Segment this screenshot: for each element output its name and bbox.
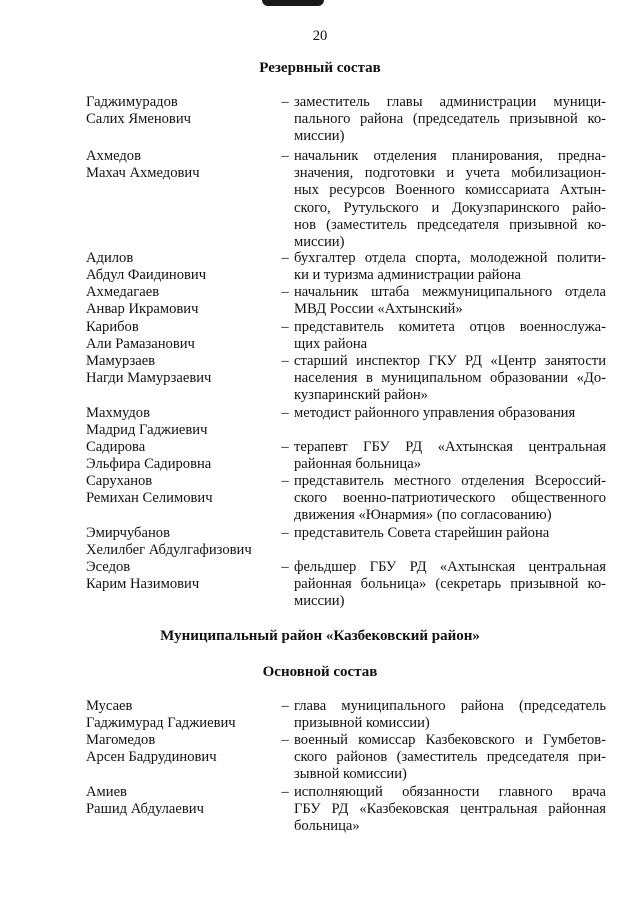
- role-line: зывной комиссии): [294, 766, 407, 783]
- surname: Амиев: [86, 784, 127, 800]
- role-line: МВД России «Ахтынский»: [294, 301, 463, 318]
- page-number: 20: [312, 28, 328, 44]
- role-line: исполняющий обязанности главного врача: [294, 784, 606, 800]
- dash-separator: –: [281, 94, 289, 110]
- dash-separator: –: [281, 353, 289, 369]
- member-name: [86, 319, 276, 353]
- given-name-patronymic: Гаджимурад Гаджиевич: [86, 715, 236, 732]
- surname: Карибов: [86, 319, 139, 335]
- role-line: значения, подготовки и учета мобилизацион-: [294, 165, 606, 182]
- member-role: [294, 148, 606, 251]
- role-line: нов (заместитель председателя призывной ко-: [294, 216, 606, 233]
- role-line: движения «Юнармия» (по согласованию): [294, 507, 552, 524]
- reserve-section-heading: Резервный состав: [259, 60, 381, 76]
- role-line: фельдшер ГБУ РД «Ахтынская центральная: [294, 559, 606, 575]
- member-role: [294, 284, 606, 318]
- member-role: [294, 250, 606, 284]
- dash-separator: –: [281, 784, 289, 800]
- role-line: пального района (председатель призывной ко-: [294, 111, 606, 128]
- role-line: глава муниципального района (председатель: [294, 698, 606, 714]
- member-role: [294, 473, 606, 525]
- role-line: старший инспектор ГКУ РД «Центр занятости: [294, 353, 606, 369]
- surname: Садирова: [86, 439, 146, 455]
- member-role: [294, 405, 606, 422]
- role-line: населения в муниципальном образовании «До-: [294, 370, 606, 387]
- role-line: терапевт ГБУ РД «Ахтынская центральная: [294, 439, 606, 455]
- member-role: [294, 439, 606, 473]
- given-name-patronymic: Арсен Бадрудинович: [86, 749, 217, 766]
- surname: Магомедов: [86, 732, 156, 748]
- role-line: ского районов (заместитель председателя при-: [294, 749, 606, 766]
- member-name: [86, 559, 276, 593]
- member-name: [86, 439, 276, 473]
- member-role: [294, 319, 606, 353]
- member-role: [294, 732, 606, 784]
- member-name: [86, 284, 276, 318]
- member-role: [294, 698, 606, 732]
- district-heading: Муниципальный район «Казбековский район»: [160, 628, 480, 644]
- dash-separator: –: [281, 319, 289, 335]
- role-line: представитель Совета старейшин района: [294, 525, 550, 541]
- role-line: начальник штаба межмуниципального отдела: [294, 284, 606, 300]
- dash-separator: –: [281, 250, 289, 266]
- given-name-patronymic: Нагди Мамурзаевич: [86, 370, 212, 387]
- given-name-patronymic: Хелилбег Абдулгафизович: [86, 542, 252, 559]
- given-name-patronymic: Махач Ахмедович: [86, 165, 200, 182]
- role-line: районная больница» (секретарь призывной ко-: [294, 576, 606, 593]
- role-line: миссии): [294, 234, 345, 251]
- dash-separator: –: [281, 473, 289, 489]
- member-name: [86, 353, 276, 387]
- member-name: [86, 405, 276, 439]
- role-line: ных ресурсов Военного комиссариата Ахтын-: [294, 182, 606, 199]
- role-line: представитель местного отделения Всероссий-: [294, 473, 606, 489]
- given-name-patronymic: Эльфира Садировна: [86, 456, 212, 473]
- member-name: [86, 94, 276, 128]
- member-role: [294, 525, 606, 542]
- role-line: кузпаринский район»: [294, 387, 428, 404]
- member-name: [86, 784, 276, 818]
- dash-separator: –: [281, 525, 289, 541]
- member-role: [294, 784, 606, 836]
- dash-separator: –: [281, 732, 289, 748]
- member-name: [86, 250, 276, 284]
- member-name: [86, 525, 276, 559]
- given-name-patronymic: Карим Назимович: [86, 576, 200, 593]
- role-line: военный комиссар Казбековского и Гумбетов-: [294, 732, 606, 748]
- surname: Саруханов: [86, 473, 153, 489]
- given-name-patronymic: Рашид Абдулаевич: [86, 801, 204, 818]
- given-name-patronymic: Абдул Фаидинович: [86, 267, 207, 284]
- dash-separator: –: [281, 439, 289, 455]
- main-section-heading: Основной состав: [262, 664, 378, 680]
- role-line: заместитель главы администрации муници-: [294, 94, 606, 110]
- dash-separator: –: [281, 405, 289, 421]
- member-role: [294, 94, 606, 146]
- surname: Ахмедагаев: [86, 284, 160, 300]
- surname: Мусаев: [86, 698, 133, 714]
- member-name: [86, 473, 276, 507]
- member-name: [86, 732, 276, 766]
- given-name-patronymic: Ремихан Селимович: [86, 490, 213, 507]
- given-name-patronymic: Мадрид Гаджиевич: [86, 422, 208, 439]
- dash-separator: –: [281, 698, 289, 714]
- role-line: представитель комитета отцов военнослужа-: [294, 319, 606, 335]
- surname: Эмирчубанов: [86, 525, 170, 541]
- surname: Адилов: [86, 250, 134, 266]
- scan-artifact: [262, 0, 324, 6]
- role-line: миссии): [294, 128, 345, 145]
- surname: Махмудов: [86, 405, 150, 421]
- role-line: призывной комиссии): [294, 715, 430, 732]
- surname: Гаджимурадов: [86, 94, 178, 110]
- role-line: ки и туризма администрации района: [294, 267, 522, 284]
- member-name: [86, 148, 276, 182]
- member-role: [294, 559, 606, 611]
- given-name-patronymic: Анвар Икрамович: [86, 301, 199, 318]
- role-line: районная больница»: [294, 456, 422, 473]
- role-line: больница»: [294, 818, 360, 835]
- surname: Мамурзаев: [86, 353, 156, 369]
- given-name-patronymic: Салих Яменович: [86, 111, 191, 128]
- role-line: методист районного управления образования: [294, 405, 576, 421]
- role-line: ГБУ РД «Казбековская центральная районная: [294, 801, 606, 818]
- role-line: щих района: [294, 336, 368, 353]
- role-line: ского, Рутульского и Докузпаринского райо-: [294, 199, 606, 216]
- surname: Эседов: [86, 559, 131, 575]
- surname: Ахмедов: [86, 148, 141, 164]
- role-line: начальник отделения планирования, предна-: [294, 148, 606, 164]
- role-line: ского военно-патриотического общественного: [294, 490, 606, 507]
- member-role: [294, 353, 606, 405]
- member-name: [86, 698, 276, 732]
- given-name-patronymic: Али Рамазанович: [86, 336, 195, 353]
- role-line: бухгалтер отдела спорта, молодежной полити-: [294, 250, 606, 266]
- dash-separator: –: [281, 559, 289, 575]
- dash-separator: –: [281, 284, 289, 300]
- role-line: миссии): [294, 593, 345, 610]
- dash-separator: –: [281, 148, 289, 164]
